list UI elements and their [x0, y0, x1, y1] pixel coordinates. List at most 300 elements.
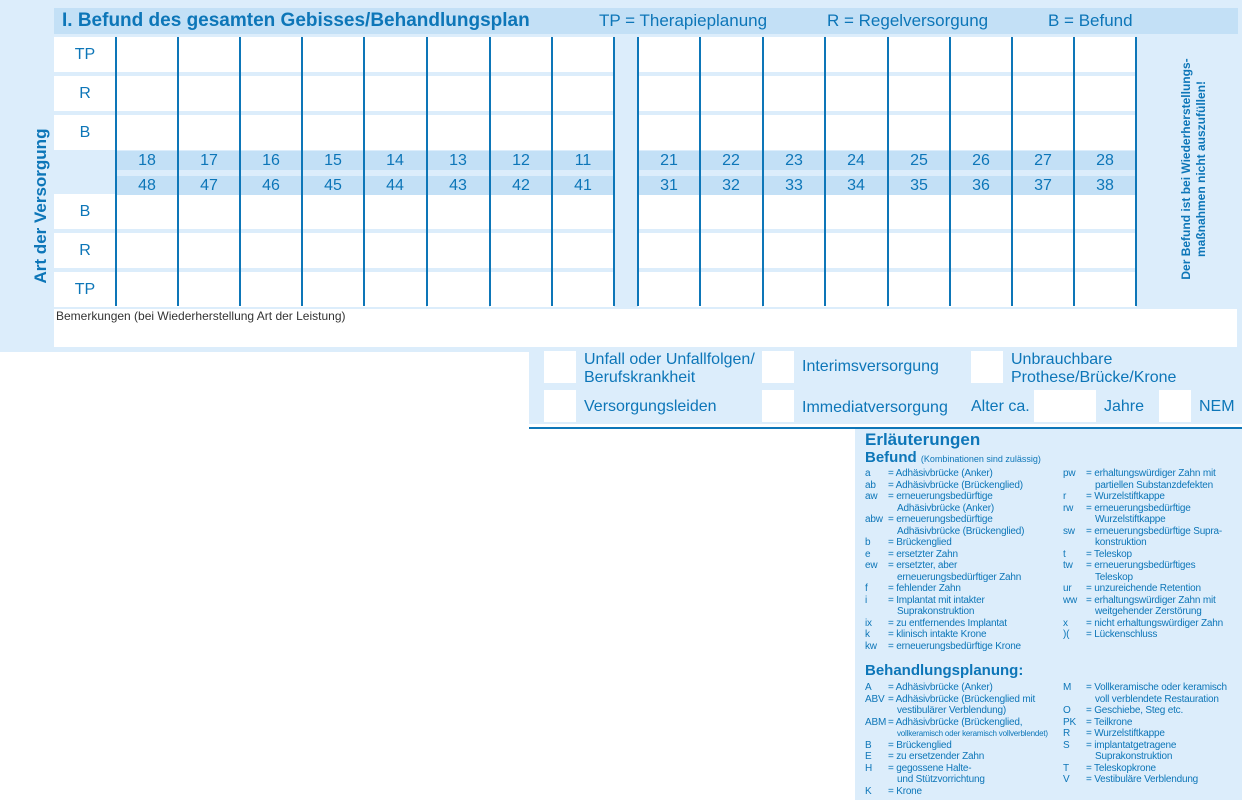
tooth-cell[interactable] [638, 76, 700, 111]
legend-code: x [1063, 617, 1068, 629]
tooth-cell[interactable] [240, 37, 302, 72]
legend-text: = Implantat mit intakter [888, 594, 985, 606]
unfall-label-line-2: Berufskrankheit [584, 369, 696, 386]
tooth-number: 16 [262, 152, 280, 169]
legend-row [865, 705, 1048, 717]
tooth-cell[interactable] [427, 76, 489, 111]
grid-line [177, 37, 179, 306]
tooth-cell[interactable] [825, 115, 887, 150]
tooth-number: 14 [386, 152, 404, 169]
tooth-cell[interactable] [700, 115, 762, 150]
tooth-cell[interactable] [178, 194, 240, 229]
tooth-cell[interactable] [364, 194, 426, 229]
tooth-cell[interactable] [552, 194, 614, 229]
legend-row [865, 514, 1024, 526]
legend-row [865, 641, 1024, 653]
legend-row [865, 728, 1048, 740]
tooth-cell[interactable] [950, 76, 1012, 111]
legend-text: Adhäsivbrücke (Brückenglied) [897, 525, 1025, 537]
tooth-cell[interactable] [1074, 233, 1136, 268]
tooth-cell[interactable] [490, 37, 552, 72]
legend-row [1063, 537, 1223, 549]
tooth-number: 23 [785, 152, 803, 169]
tooth-cell[interactable] [302, 76, 364, 111]
legend-row [1063, 595, 1223, 607]
legend-text: = implantatgetragene [1086, 739, 1177, 751]
legend-code: E [865, 751, 872, 762]
legend-text: = Adhäsivbrücke (Anker) [888, 468, 993, 479]
legend-row [865, 549, 1024, 561]
tooth-cell[interactable] [950, 233, 1012, 268]
grid-line [1073, 37, 1075, 306]
tooth-cell[interactable] [552, 272, 614, 307]
tooth-cell[interactable] [427, 272, 489, 307]
tooth-cell[interactable] [888, 115, 950, 150]
immediat-label: Immediatversorgung [802, 399, 948, 416]
legend-code: K [865, 785, 872, 797]
befund-legend-left [865, 468, 1024, 652]
legend-row [865, 537, 1024, 549]
legend-code: ab [865, 479, 876, 491]
grid-line [115, 37, 117, 306]
art-der-versorgung-label: Art der Versorgung [31, 128, 50, 284]
legend-row [865, 740, 1048, 752]
tooth-cell[interactable] [178, 272, 240, 307]
legend-text: = zu ersetzender Zahn [888, 751, 985, 762]
legend-code [1063, 480, 1086, 492]
legend-text: = klinisch intakte Krone [888, 629, 987, 640]
tooth-cell[interactable] [240, 76, 302, 111]
legend-text: = Geschiebe, Steg etc. [1086, 705, 1184, 716]
form-title: I. Befund des gesamten Gebisses/Behandlungsplan [62, 10, 530, 31]
tooth-cell[interactable] [888, 194, 950, 229]
legend-text: = fehlender Zahn [888, 583, 961, 594]
tooth-cell[interactable] [1012, 194, 1074, 229]
alter-label: Alter ca. [971, 398, 1030, 415]
legend-row [1063, 629, 1223, 641]
tooth-cell[interactable] [825, 272, 887, 307]
legend-code: V [1063, 774, 1070, 785]
befund-note [1172, 38, 1216, 300]
tooth-cell[interactable] [302, 233, 364, 268]
tooth-number: 26 [972, 152, 990, 169]
tooth-number: 38 [1096, 177, 1114, 194]
tooth-number: 28 [1096, 152, 1114, 169]
tooth-number: 13 [449, 152, 467, 169]
grid-line [301, 37, 303, 306]
tooth-cell[interactable] [763, 37, 825, 72]
legend-row [1063, 618, 1223, 630]
legend-row [865, 629, 1024, 641]
legend-text: = nicht erhaltungswürdiger Zahn [1086, 617, 1223, 629]
legend-code: ew [865, 560, 878, 571]
tooth-cell[interactable] [638, 115, 700, 150]
legend-row [1063, 572, 1223, 584]
tooth-cell[interactable] [950, 272, 1012, 307]
befund-legend-right [1063, 468, 1223, 641]
legend-text: konstruktion [1095, 537, 1147, 548]
legend-code: ur [1063, 583, 1072, 594]
tooth-cell[interactable] [1074, 76, 1136, 111]
legend-code: e [865, 548, 871, 560]
tooth-cell[interactable] [178, 37, 240, 72]
legend-code: ix [865, 617, 872, 629]
tooth-cell[interactable] [700, 233, 762, 268]
legend-code [1063, 572, 1086, 584]
legend-code: T [1063, 762, 1069, 774]
legend-row [1063, 480, 1223, 492]
tooth-cell[interactable] [888, 37, 950, 72]
tooth-cell[interactable] [364, 233, 426, 268]
unfall-checkbox[interactable] [544, 351, 576, 383]
legend-text: = erneuerungsbedürftiges [1086, 560, 1196, 571]
legend-code: R [1063, 728, 1071, 739]
befund-heading-text: Befund [865, 449, 917, 466]
tooth-cell[interactable] [825, 194, 887, 229]
legend-text: = gegossene Halte- [888, 762, 972, 774]
tooth-cell[interactable] [763, 272, 825, 307]
legend-code: B [865, 739, 872, 751]
legend-text: = Adhäsivbrücke (Brückenglied mit [888, 693, 1036, 705]
tooth-cell[interactable] [364, 115, 426, 150]
immediat-checkbox[interactable] [762, 390, 794, 422]
legend-text: = Brückenglied [888, 537, 952, 548]
tooth-cell[interactable] [552, 37, 614, 72]
legend-text: = zu entfernendes Implantat [888, 617, 1007, 629]
tooth-cell[interactable] [490, 233, 552, 268]
legend-text: = erhaltungswürdiger Zahn mit [1086, 594, 1216, 606]
tooth-number: 17 [200, 152, 218, 169]
tooth-cell[interactable] [302, 37, 364, 72]
legend-row [865, 503, 1024, 515]
legend-text: = Adhäsivbrücke (Anker) [888, 682, 993, 693]
legend-code [865, 503, 888, 515]
legend-code: H [865, 762, 873, 774]
befund-heading [865, 449, 1041, 466]
unfall-label-line-1: Unfall oder Unfallfolgen/ [584, 351, 755, 368]
tooth-cell[interactable] [1012, 76, 1074, 111]
tooth-number: 33 [785, 177, 803, 194]
legend-code [865, 705, 888, 717]
legend-text: = erneuerungsbedürftige [888, 514, 993, 525]
nem-label: NEM [1199, 398, 1235, 415]
tooth-cell[interactable] [552, 233, 614, 268]
row-label-r: R [79, 85, 91, 102]
legend-text: = ersetzter Zahn [888, 548, 958, 560]
tooth-cell[interactable] [490, 272, 552, 307]
legend-text: = Vestibuläre Verblendung [1086, 774, 1199, 785]
grid-line [613, 37, 615, 306]
legend-row [1063, 740, 1227, 752]
tooth-cell[interactable] [638, 37, 700, 72]
tooth-cell[interactable] [1012, 115, 1074, 150]
legend-text: = erneuerungsbedürftige Supra- [1086, 525, 1223, 537]
nem-checkbox[interactable] [1159, 390, 1191, 422]
tooth-cell[interactable] [490, 194, 552, 229]
legend-row [865, 694, 1048, 706]
legend-text: vestibulärer Verblendung) [897, 705, 1006, 716]
tooth-number: 15 [324, 152, 342, 169]
legend-row [865, 682, 1048, 694]
tooth-number: 21 [660, 152, 678, 169]
befund-heading-note: (Kombinationen sind zulässig) [920, 454, 1041, 464]
tooth-cell[interactable] [638, 194, 700, 229]
legend-row [865, 583, 1024, 595]
row-label-b: B [79, 124, 91, 141]
legend-text: und Stützvorrichtung [897, 774, 985, 785]
legend-text: Suprakonstruktion [897, 606, 975, 617]
legend-row [1063, 514, 1223, 526]
tooth-cell[interactable] [700, 194, 762, 229]
legend-code: i [865, 594, 868, 606]
tooth-cell[interactable] [825, 76, 887, 111]
unbrauchbar-label-line-2: Prothese/Brücke/Krone [1011, 369, 1177, 386]
legend-code: sw [1063, 525, 1075, 537]
tooth-cell[interactable] [1012, 233, 1074, 268]
legend-row [1063, 728, 1227, 740]
tooth-cell[interactable] [427, 233, 489, 268]
grid-line [1135, 37, 1137, 306]
legend-code: M [1063, 682, 1072, 693]
tooth-cell[interactable] [763, 194, 825, 229]
grid-line [551, 37, 553, 306]
legend-text: = erhaltungswürdiger Zahn mit [1086, 468, 1216, 479]
tooth-cell[interactable] [1074, 272, 1136, 307]
tooth-number: 44 [386, 177, 404, 194]
tooth-cell[interactable] [950, 37, 1012, 72]
tooth-cell[interactable] [240, 115, 302, 150]
legend-row [865, 717, 1048, 729]
legend-code: t [1063, 548, 1066, 560]
tooth-cell[interactable] [763, 115, 825, 150]
legend-row [865, 491, 1024, 503]
legend-text: = ersetzter, aber [888, 560, 958, 571]
row-label-tp: TP [74, 281, 96, 298]
legend-code [1063, 694, 1086, 706]
row-label-b: B [79, 203, 91, 220]
tooth-number: 42 [512, 177, 530, 194]
tooth-cell[interactable] [240, 233, 302, 268]
legend-code [1063, 537, 1086, 549]
legend-row [1063, 526, 1223, 538]
legend-row [865, 572, 1024, 584]
tooth-cell[interactable] [427, 115, 489, 150]
legend-code: ABV [865, 693, 885, 705]
tooth-number: 45 [324, 177, 342, 194]
tooth-cell[interactable] [427, 194, 489, 229]
legend-row [1063, 583, 1223, 595]
legend-code: ww [1063, 594, 1078, 606]
row-label-r: R [79, 242, 91, 259]
legend-row [1063, 717, 1227, 729]
legend-text: = Lückenschluss [1086, 629, 1158, 640]
tooth-cell[interactable] [888, 76, 950, 111]
legend-row [865, 751, 1048, 763]
legend-text: vollkeramisch oder keramisch vollverblendet) [897, 729, 1048, 738]
grid-line [887, 37, 889, 306]
grid-line [1011, 37, 1013, 306]
tooth-cell[interactable] [178, 76, 240, 111]
legend-code: a [865, 468, 871, 479]
legend-text: Suprakonstruktion [1095, 751, 1173, 762]
legend-text: voll verblendete Restauration [1095, 693, 1219, 705]
legend-code [1063, 514, 1086, 526]
remarks-label: Bemerkungen (bei Wiederherstellung Art der Leistung) [56, 309, 346, 323]
tooth-cell[interactable] [178, 233, 240, 268]
tooth-cell[interactable] [888, 233, 950, 268]
legend-code: pw [1063, 468, 1076, 479]
versorgungsleiden-checkbox[interactable] [544, 390, 576, 422]
legend-row [1063, 694, 1227, 706]
legend-text: Teleskop [1095, 571, 1133, 583]
tooth-number: 24 [847, 152, 865, 169]
tooth-cell[interactable] [364, 272, 426, 307]
legend-text: = Brückenglied [888, 739, 952, 751]
legend-text: partiellen Substanzdefekten [1095, 479, 1214, 491]
legend-row [1063, 705, 1227, 717]
interim-checkbox[interactable] [762, 351, 794, 383]
tooth-cell[interactable] [638, 272, 700, 307]
grid-line [363, 37, 365, 306]
tooth-cell[interactable] [1012, 272, 1074, 307]
legend-code [1063, 751, 1086, 763]
tooth-cell[interactable] [116, 37, 178, 72]
legend-row [865, 786, 1048, 798]
alter-input[interactable] [1034, 390, 1096, 422]
tooth-cell[interactable] [638, 233, 700, 268]
tooth-cell[interactable] [1012, 37, 1074, 72]
legend-text: = Krone [888, 785, 922, 797]
tooth-number: 46 [262, 177, 280, 194]
befund-note-line-2: maßnahmen nicht auszufüllen! [1194, 81, 1208, 258]
legend-code: S [1063, 739, 1070, 751]
tooth-cell[interactable] [552, 115, 614, 150]
legend-text: = unzureichende Retention [1086, 583, 1201, 594]
tooth-cell[interactable] [888, 272, 950, 307]
befund-note-line-1: Der Befund ist bei Wiederherstellungs- [1179, 58, 1193, 280]
legend-text: = Wurzelstiftkappe [1086, 491, 1165, 502]
legend-code: k [865, 629, 870, 640]
tooth-number: 27 [1034, 152, 1052, 169]
legend-code [865, 774, 888, 786]
legend-text: = Adhäsivbrücke (Brückenglied) [888, 479, 1023, 491]
tooth-cell[interactable] [763, 233, 825, 268]
legend-row [865, 595, 1024, 607]
legend-b: B = Befund [1048, 11, 1133, 30]
legend-code: A [865, 682, 872, 693]
tooth-cell[interactable] [552, 76, 614, 111]
legend-code: f [865, 583, 868, 594]
tooth-number: 47 [200, 177, 218, 194]
tooth-cell[interactable] [240, 194, 302, 229]
tooth-number: 31 [660, 177, 678, 194]
tooth-cell[interactable] [1074, 194, 1136, 229]
legend-code: kw [865, 640, 877, 652]
grid-line [426, 37, 428, 306]
legend-row [865, 560, 1024, 572]
tooth-cell[interactable] [427, 37, 489, 72]
tooth-number: 43 [449, 177, 467, 194]
unfall-label [584, 351, 755, 387]
legend-code: rw [1063, 502, 1074, 514]
legend-code: r [1063, 491, 1067, 502]
tooth-cell[interactable] [1074, 115, 1136, 150]
legend-code [865, 526, 888, 538]
legend-row [1063, 763, 1227, 775]
tooth-cell[interactable] [302, 115, 364, 150]
tooth-cell[interactable] [302, 272, 364, 307]
tooth-cell[interactable] [302, 194, 364, 229]
legend-text: = Wurzelstiftkappe [1086, 728, 1165, 739]
versorgungsleiden-label: Versorgungsleiden [584, 398, 717, 415]
erlaeuterungen-title: Erläuterungen [865, 430, 981, 449]
tooth-cell[interactable] [116, 194, 178, 229]
tooth-cell[interactable] [825, 37, 887, 72]
tooth-number: 48 [138, 177, 156, 194]
tooth-cell[interactable] [116, 115, 178, 150]
tooth-cell[interactable] [240, 272, 302, 307]
legend-row [865, 618, 1024, 630]
legend-code: abw [865, 514, 883, 525]
tooth-cell[interactable] [763, 76, 825, 111]
tooth-cell[interactable] [364, 37, 426, 72]
tooth-cell[interactable] [116, 272, 178, 307]
legend-code: aw [865, 491, 878, 502]
tooth-number: 32 [722, 177, 740, 194]
tooth-cell[interactable] [490, 115, 552, 150]
tooth-number: 35 [910, 177, 928, 194]
tooth-cell[interactable] [116, 76, 178, 111]
tooth-cell[interactable] [950, 115, 1012, 150]
tooth-cell[interactable] [116, 233, 178, 268]
legend-row [865, 606, 1024, 618]
legend-row [865, 480, 1024, 492]
tooth-cell[interactable] [490, 76, 552, 111]
tooth-cell[interactable] [1074, 37, 1136, 72]
legend-code [1063, 606, 1086, 618]
tooth-cell[interactable] [700, 272, 762, 307]
legend-code [865, 606, 888, 618]
legend-row [1063, 491, 1223, 503]
tooth-cell[interactable] [700, 76, 762, 111]
legend-row [865, 468, 1024, 480]
tooth-cell[interactable] [950, 194, 1012, 229]
unbrauchbar-checkbox[interactable] [971, 351, 1003, 383]
tooth-cell[interactable] [825, 233, 887, 268]
legend-text: = Teleskopkrone [1086, 762, 1156, 774]
legend-code: tw [1063, 560, 1073, 571]
legend-code: O [1063, 705, 1071, 716]
grid-line [239, 37, 241, 306]
tooth-number: 41 [574, 177, 592, 194]
tooth-cell[interactable] [700, 37, 762, 72]
row-label-tp: TP [74, 46, 96, 63]
tooth-cell[interactable] [364, 76, 426, 111]
legend-code: PK [1063, 716, 1076, 728]
tooth-number: 22 [722, 152, 740, 169]
jahre-label: Jahre [1104, 398, 1145, 415]
legend-text: = erneuerungsbedürftige [888, 491, 993, 502]
legend-row [865, 763, 1048, 775]
tooth-number: 25 [910, 152, 928, 169]
tooth-cell[interactable] [178, 115, 240, 150]
legend-code: ABM [865, 716, 887, 728]
legend-text: = Vollkeramische oder keramisch [1086, 682, 1227, 693]
legend-text: = erneuerungsbedürftige [1086, 502, 1191, 514]
legend-text: Wurzelstiftkappe [1095, 514, 1166, 525]
legend-row [1063, 751, 1227, 763]
legend-row [1063, 503, 1223, 515]
